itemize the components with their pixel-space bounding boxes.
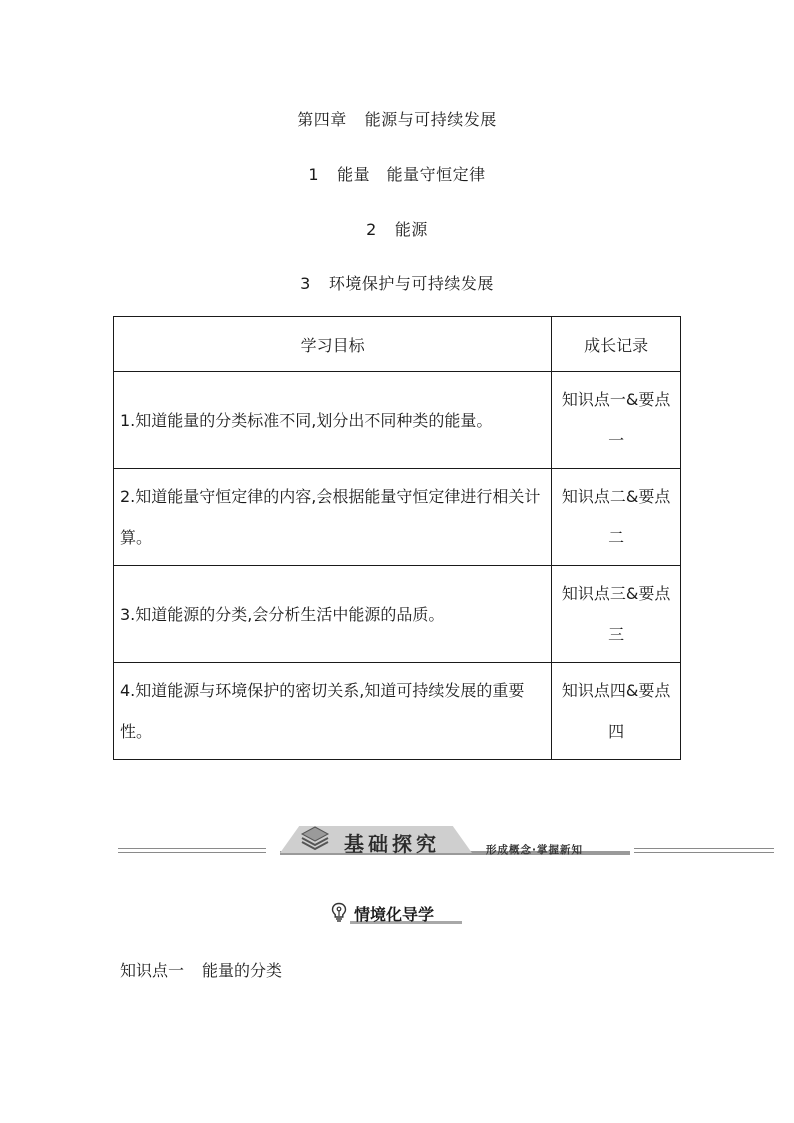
section-banner xyxy=(118,824,774,862)
chapter-number: 第四章 xyxy=(297,110,347,129)
lesson-heading-3 xyxy=(0,271,794,294)
goal-cell: 3.知道能源的分类,会分析生活中能源的品质。 xyxy=(114,566,552,663)
lesson-number: 2 xyxy=(366,220,377,239)
lesson-title: 环境保护与可持续发展 xyxy=(328,274,494,293)
lesson-title: 能源 xyxy=(394,220,428,239)
goal-cell: 1.知道能量的分类标准不同,划分出不同种类的能量。 xyxy=(114,372,552,469)
table-row xyxy=(114,566,681,663)
record-cell: 知识点四&要点四 xyxy=(552,663,681,760)
goal-cell: 4.知道能源与环境保护的密切关系,知道可持续发展的重要性。 xyxy=(114,663,552,760)
record-cell: 知识点二&要点二 xyxy=(552,469,681,566)
banner-subtitle: 形成概念·掌握新知 xyxy=(486,844,583,856)
chapter-heading xyxy=(0,107,794,130)
chapter-title: 能源与可持续发展 xyxy=(364,110,497,129)
lesson-heading-2 xyxy=(0,217,794,240)
banner-title: 基础探究 xyxy=(344,832,440,856)
section-label: 情境化导学 xyxy=(354,905,435,924)
lesson-title: 能量 能量守恒定律 xyxy=(337,165,486,184)
layers-icon xyxy=(300,825,330,853)
table-row xyxy=(114,663,681,760)
table-header-row xyxy=(114,317,681,372)
banner-rule-right xyxy=(634,848,774,853)
banner-rule-left xyxy=(118,848,266,853)
header-growth-record: 成长记录 xyxy=(552,317,681,372)
record-cell: 知识点一&要点一 xyxy=(552,372,681,469)
record-cell: 知识点三&要点三 xyxy=(552,566,681,663)
lightbulb-icon xyxy=(330,902,348,922)
goal-cell: 2.知道能量守恒定律的内容,会根据能量守恒定律进行相关计算。 xyxy=(114,469,552,566)
knowledge-point-heading xyxy=(120,958,282,981)
knowledge-point-number: 知识点一 xyxy=(120,961,185,980)
table-row xyxy=(114,372,681,469)
lesson-number: 3 xyxy=(300,274,311,293)
lesson-number: 1 xyxy=(308,165,320,184)
table-row xyxy=(114,469,681,566)
lesson-heading-1 xyxy=(0,162,794,185)
knowledge-point-title: 能量的分类 xyxy=(202,961,283,980)
learning-goals-table xyxy=(113,316,681,760)
header-learning-goals: 学习目标 xyxy=(114,317,552,372)
